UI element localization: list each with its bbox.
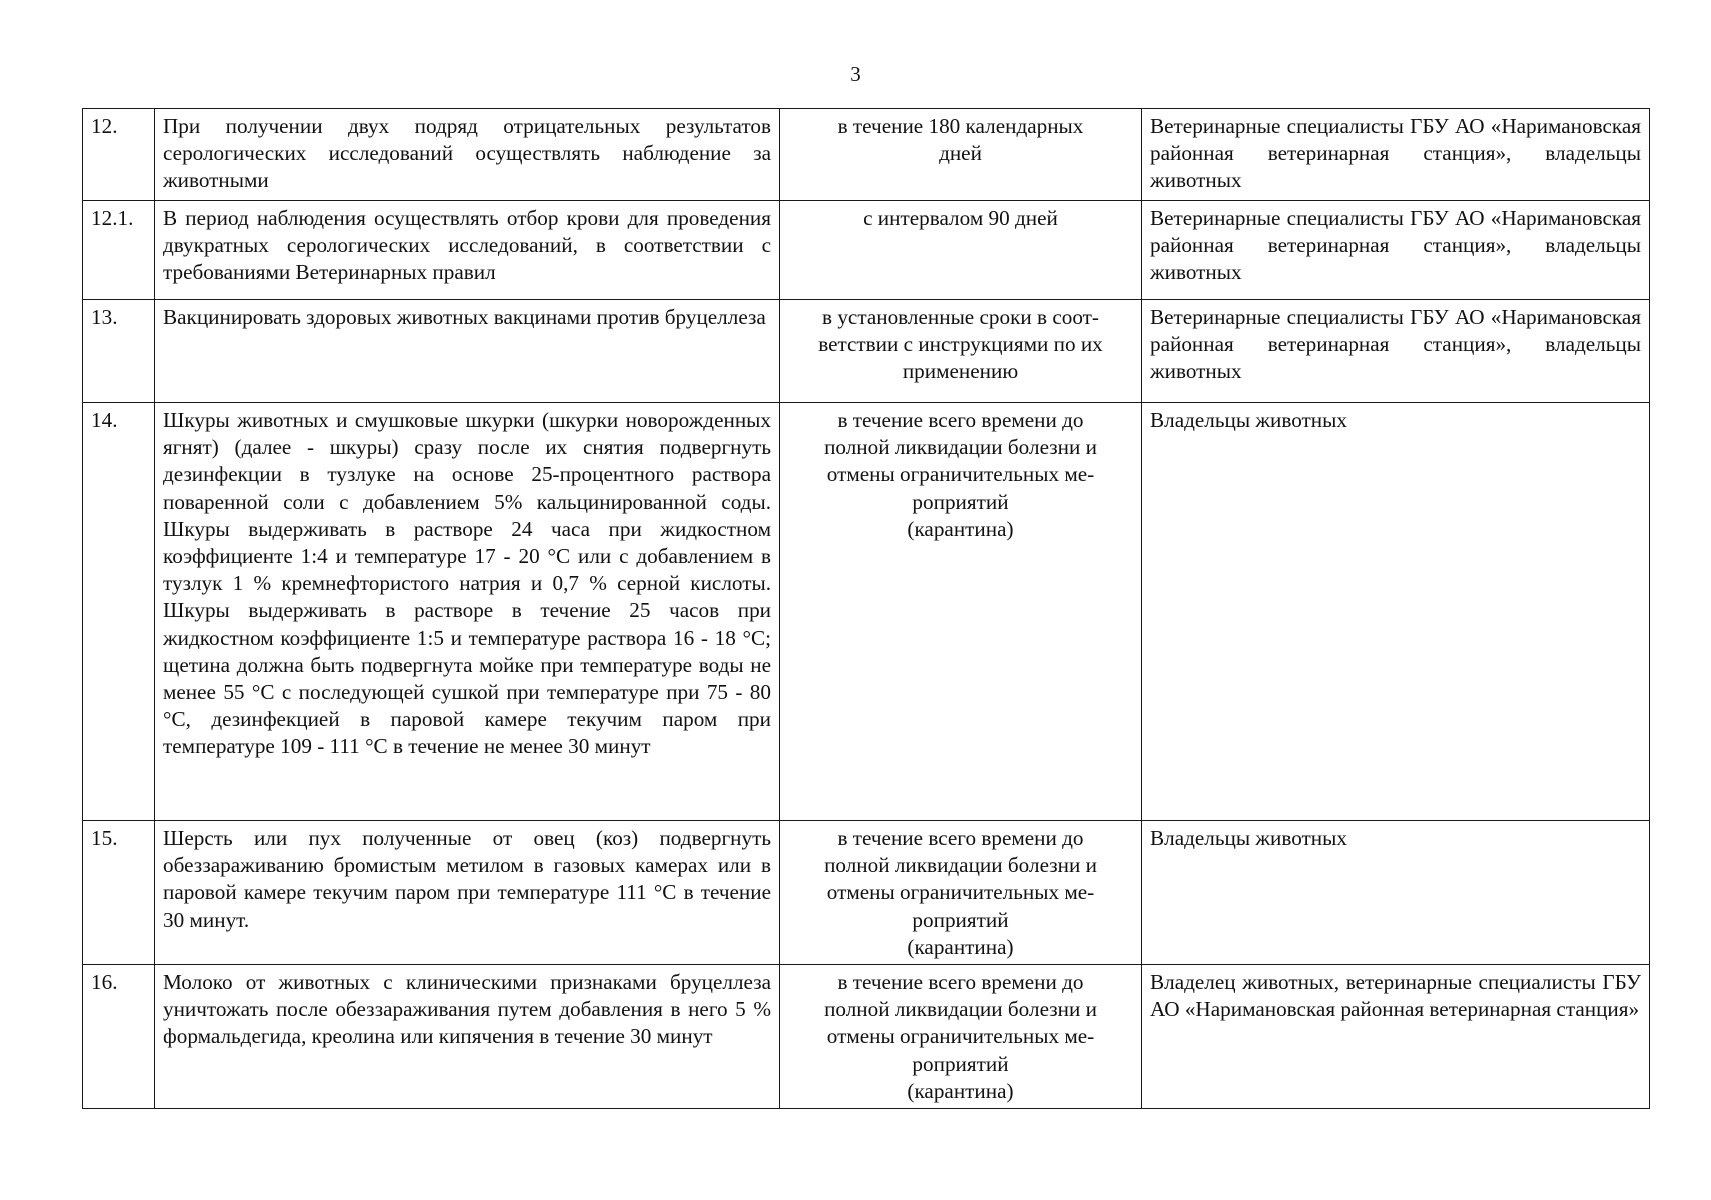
measure-term [780,109,1142,201]
measure-responsible: Владелец животных, ветеринарные специалисты ГБУ АО «Наримановская районная ветеринарная станция» [1142,965,1650,1109]
measure-term [780,821,1142,965]
measure-responsible: Ветеринарные специалисты ГБУ АО «Наримановская районная ветеринарная станция», владельцы животных [1142,109,1650,201]
measure-responsible: Владельцы животных [1142,821,1650,965]
row-number: 12. [83,109,155,201]
term-line: отмены ограничительных ме- [826,462,1095,487]
page-number: 3 [850,62,861,86]
measure-responsible: Владельцы животных [1142,403,1650,821]
term-line: дней [939,141,982,166]
measure-term [780,201,1142,300]
measure-responsible: Ветеринарные специалисты ГБУ АО «Наримановская районная ветеринарная станция», владельцы животных [1142,300,1650,403]
measure-text: Шерсть или пух полученные от овец (коз) подвергнуть обеззараживанию бромистым метилом в газовых камерах или в паровой камере текучим паром при температуре 111 °С в течение 30 минут. [155,821,780,965]
term-line: (карантина) [907,1078,1014,1103]
table-row [83,965,1650,1109]
measure-text: В период наблюдения осуществлять отбор крови для проведения двукратных серологических исследований, в соответствии с требованиями Ветеринарных правил [155,201,780,300]
table-row [83,300,1650,403]
measure-responsible: Ветеринарные специалисты ГБУ АО «Наримановская районная ветеринарная станция», владельцы животных [1142,201,1650,300]
term-line: полной ликвидации болезни и [824,435,1097,460]
term-line: отмены ограничительных ме- [826,880,1095,905]
term-line: (карантина) [907,934,1014,959]
term-line: ветствии с инструкциями по их [818,332,1103,357]
measure-term [780,403,1142,821]
measure-term [780,300,1142,403]
term-line: в течение всего времени до [837,970,1084,995]
term-line: в установленные сроки в соот- [822,305,1099,329]
row-number: 13. [83,300,155,403]
term-line: применению [902,359,1019,384]
table-row [83,821,1650,965]
table-row [83,109,1650,201]
measure-text: Шкуры животных и смушковые шкурки (шкурки новорожденных ягнят) (далее - шкуры) сразу после их снятия подвергнуть дезинфекции в тузлуке на основе 25-процентного раствора поваренной соли с добавлением 5% кальцинированной соды. Шкуры выдерживать в растворе 24 часа при жидкостном коэффициенте 1:4 и температуре 17 - 20 °С или с добавлением в тузлук 1 % кремнефтористого натрия и 0,7 % серной кислоты. Шкуры выдерживать в растворе в течение 25 часов при жидкостном коэффициенте 1:5 и температуре раствора 16 - 18 °С; щетина должна быть подвергнута мойке при температуре воды не менее 55 °С с последующей сушкой при температуре при 75 - 80 °С, дезинфекцией в паровой камере текучим паром при температуре 109 - 111 °С в течение не менее 30 минут [155,403,780,821]
term-line: полной ликвидации болезни и [824,853,1097,878]
term-line: роприятий [912,489,1009,514]
term-line: в течение всего времени до [837,826,1084,850]
term-line: отмены ограничительных ме- [826,1024,1095,1049]
term-line: полной ликвидации болезни и [824,997,1097,1022]
term-line: в течение 180 календарных [837,114,1084,138]
row-number: 14. [83,403,155,821]
measures-table [82,108,1650,1109]
term-line: в течение всего времени до [837,408,1084,432]
term-line: с интервалом 90 дней [863,206,1058,230]
measure-text: При получении двух подряд отрицательных результатов серологических исследований осуществлять наблюдение за животными [155,109,780,201]
row-number: 16. [83,965,155,1109]
term-line: (карантина) [907,516,1014,541]
measure-text: Молоко от животных с клиническими признаками бруцеллеза уничтожать после обеззараживания путем добавления в него 5 % формальдегида, креолина или кипячения в течение 30 минут [155,965,780,1109]
measure-term [780,965,1142,1109]
term-line: роприятий [912,1051,1009,1076]
table-row [83,403,1650,821]
row-number: 15. [83,821,155,965]
table-row [83,201,1650,300]
measure-text: Вакцинировать здоровых животных вакцинами против бруцеллеза [155,300,780,403]
row-number: 12.1. [83,201,155,300]
term-line: роприятий [912,907,1009,932]
